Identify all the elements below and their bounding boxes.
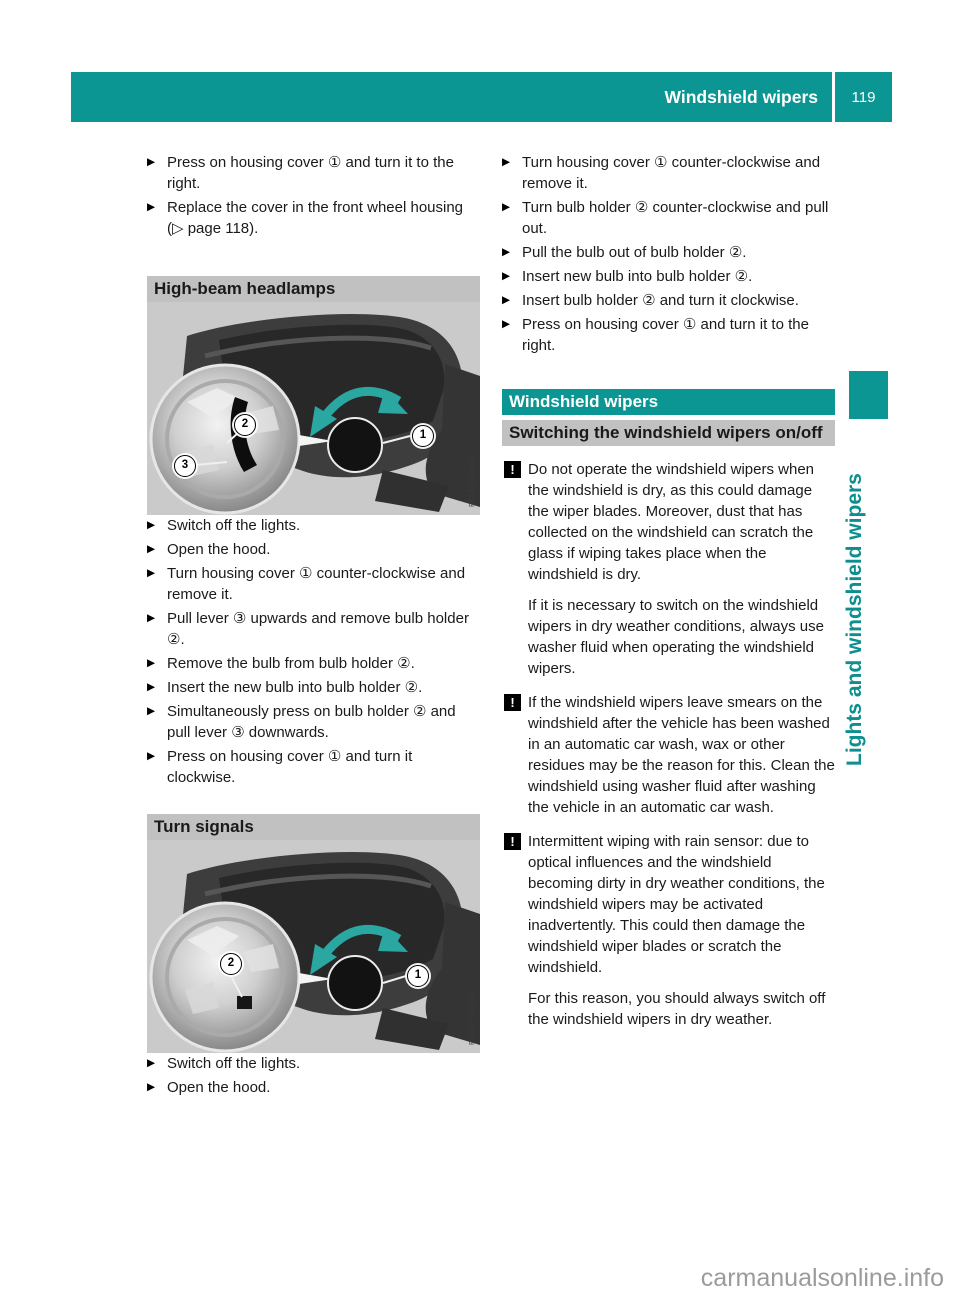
step-bullet-icon: ▶ bbox=[147, 657, 156, 669]
section-title: High-beam headlamps bbox=[154, 279, 336, 298]
callout-2 bbox=[234, 414, 256, 436]
step-bullet-icon: ▶ bbox=[147, 705, 156, 717]
step-item bbox=[147, 197, 480, 239]
callout-label: 1 bbox=[414, 969, 422, 982]
watermark-text: carmanualsonline.info bbox=[700, 1264, 944, 1292]
step-text: Switch off the lights. bbox=[167, 1055, 301, 1072]
step-item bbox=[147, 701, 480, 743]
step-bullet-icon: ▶ bbox=[502, 156, 511, 168]
step-item bbox=[502, 266, 835, 287]
note-paragraph: Intermittent wiping with rain sensor: due to optical influences and the windshield becoming dirty in dry weather conditions, the windshield wipers may be activated inadvertently. This could then damage the windshield wiper blades or scratch the windshield. bbox=[528, 833, 825, 976]
step-text: Turn housing cover ① counter-clockwise and remove it. bbox=[167, 565, 466, 603]
callout-label: 2 bbox=[241, 418, 249, 431]
callout-label: 2 bbox=[227, 957, 235, 970]
intro-steps-list bbox=[147, 152, 480, 239]
step-text: Insert new bulb into bulb holder ②. bbox=[522, 268, 753, 285]
step-text: Insert the new bulb into bulb holder ②. bbox=[167, 679, 423, 696]
step-item bbox=[502, 152, 835, 194]
step-text: Press on housing cover ① and turn it to the right. bbox=[167, 154, 454, 192]
step-item bbox=[147, 1077, 480, 1098]
step-item bbox=[502, 314, 835, 356]
step-bullet-icon: ▶ bbox=[147, 750, 156, 762]
step-item bbox=[147, 677, 480, 698]
section-title: Windshield wipers bbox=[509, 392, 659, 411]
step-bullet-icon: ▶ bbox=[147, 681, 156, 693]
callout-2 bbox=[220, 953, 242, 975]
step-item bbox=[147, 1053, 480, 1074]
step-item bbox=[502, 197, 835, 239]
step-item bbox=[147, 563, 480, 605]
warning-icon bbox=[504, 461, 521, 478]
warning-note-smears bbox=[502, 692, 835, 818]
warning-glyph: ! bbox=[510, 462, 515, 477]
page-number: 119 bbox=[851, 88, 876, 106]
step-text: Turn bulb holder ② counter-clockwise and pull out. bbox=[522, 199, 829, 237]
figure-code: P82.10-7100-31 bbox=[469, 456, 476, 507]
sidebar-chapter-label: Lights and windshield wipers bbox=[843, 473, 866, 766]
section-header-high-beam bbox=[147, 276, 480, 302]
step-bullet-icon: ▶ bbox=[147, 1057, 156, 1069]
section-header-turn-signals bbox=[147, 814, 480, 840]
step-text: Press on housing cover ① and turn it to the right. bbox=[522, 316, 809, 354]
housing-cover-shape bbox=[328, 956, 382, 1010]
step-text: Open the hood. bbox=[167, 541, 271, 558]
step-bullet-icon: ▶ bbox=[502, 318, 511, 330]
step-item bbox=[147, 653, 480, 674]
note-paragraph: Do not operate the windshield wipers when the windshield is dry, as this could damage the wiper blades. Moreover, dust that has collected on the windshield can scratch the glass if wiping takes place when the windshield is dry. bbox=[528, 461, 815, 583]
step-item bbox=[147, 746, 480, 788]
warning-glyph: ! bbox=[510, 695, 515, 710]
step-bullet-icon: ▶ bbox=[147, 567, 156, 579]
step-bullet-icon: ▶ bbox=[147, 1081, 156, 1093]
note-paragraph: For this reason, you should always switch off the windshield wipers in dry weather. bbox=[528, 990, 826, 1028]
section-header-windshield-wipers bbox=[502, 389, 835, 415]
turn-signal-steps-list bbox=[147, 1053, 480, 1098]
step-bullet-icon: ▶ bbox=[502, 294, 511, 306]
step-bullet-icon: ▶ bbox=[147, 201, 156, 213]
warning-icon bbox=[504, 833, 521, 850]
header-title-bar bbox=[71, 72, 832, 122]
section-title: Turn signals bbox=[154, 817, 254, 836]
callout-3 bbox=[174, 455, 196, 477]
sidebar-chapter-tab bbox=[849, 371, 888, 419]
high-beam-steps-list bbox=[147, 515, 480, 788]
step-bullet-icon: ▶ bbox=[502, 246, 511, 258]
bulb-holder-shape bbox=[237, 996, 252, 1009]
step-text: Switch off the lights. bbox=[167, 517, 301, 534]
step-bullet-icon: ▶ bbox=[502, 201, 511, 213]
left-column bbox=[147, 152, 480, 1101]
step-bullet-icon: ▶ bbox=[147, 543, 156, 555]
step-item bbox=[147, 539, 480, 560]
figure-high-beam-headlamp bbox=[147, 302, 480, 515]
headlamp-photo-illustration bbox=[147, 302, 480, 515]
warning-glyph: ! bbox=[510, 834, 515, 849]
note-paragraph: If the windshield wipers leave smears on the windshield after the vehicle has been washed in an automatic car wash, wax or other residues may be the reason for this. Clean the windshield using washer fluid after washing the vehicle in an automatic car wash. bbox=[528, 694, 835, 816]
warning-note-rain-sensor bbox=[502, 831, 835, 1030]
note-paragraph: If it is necessary to switch on the windshield wipers in dry weather conditions, always use washer fluid when operating the windshield wipers. bbox=[528, 597, 824, 677]
step-bullet-icon: ▶ bbox=[147, 156, 156, 168]
housing-cover-shape bbox=[328, 418, 382, 472]
step-bullet-icon: ▶ bbox=[502, 270, 511, 282]
page-title: Windshield wipers bbox=[664, 86, 818, 107]
step-item bbox=[147, 515, 480, 536]
step-text: Pull lever ③ upwards and remove bulb holder ②. bbox=[167, 610, 469, 648]
step-item bbox=[147, 152, 480, 194]
callout-label: 3 bbox=[181, 459, 189, 472]
step-text: Insert bulb holder ② and turn it clockwise. bbox=[522, 292, 799, 309]
callout-1 bbox=[407, 965, 429, 987]
bulb-replacement-steps-list bbox=[502, 152, 835, 356]
step-item bbox=[147, 608, 480, 650]
page-header bbox=[71, 72, 892, 122]
step-text: Replace the cover in the front wheel housing (▷ page 118). bbox=[167, 199, 464, 237]
warning-note-dry-wiping bbox=[502, 459, 835, 679]
step-text: Pull the bulb out of bulb holder ②. bbox=[522, 244, 747, 261]
subsection-title: Switching the windshield wipers on/off bbox=[509, 423, 823, 442]
figure-code: P82.10-7121-31 bbox=[469, 994, 476, 1045]
step-text: Press on housing cover ① and turn it clockwise. bbox=[167, 748, 413, 786]
callout-1 bbox=[412, 425, 434, 447]
callout-label: 1 bbox=[419, 429, 427, 442]
subsection-header-switching-wipers bbox=[502, 420, 835, 446]
magnifier-inset-circle bbox=[151, 365, 299, 513]
step-text: Simultaneously press on bulb holder ② and pull lever ③ downwards. bbox=[167, 703, 456, 741]
magnifier-inset-circle bbox=[151, 903, 299, 1051]
step-text: Remove the bulb from bulb holder ②. bbox=[167, 655, 415, 672]
headlamp-photo-illustration bbox=[147, 840, 480, 1053]
warning-icon bbox=[504, 694, 521, 711]
right-column bbox=[502, 152, 835, 1043]
step-item bbox=[502, 290, 835, 311]
step-text: Open the hood. bbox=[167, 1079, 271, 1096]
page-number-box bbox=[835, 72, 892, 122]
step-bullet-icon: ▶ bbox=[147, 519, 156, 531]
step-item bbox=[502, 242, 835, 263]
step-text: Turn housing cover ① counter-clockwise and remove it. bbox=[522, 154, 821, 192]
figure-turn-signal-headlamp bbox=[147, 840, 480, 1053]
step-bullet-icon: ▶ bbox=[147, 612, 156, 624]
